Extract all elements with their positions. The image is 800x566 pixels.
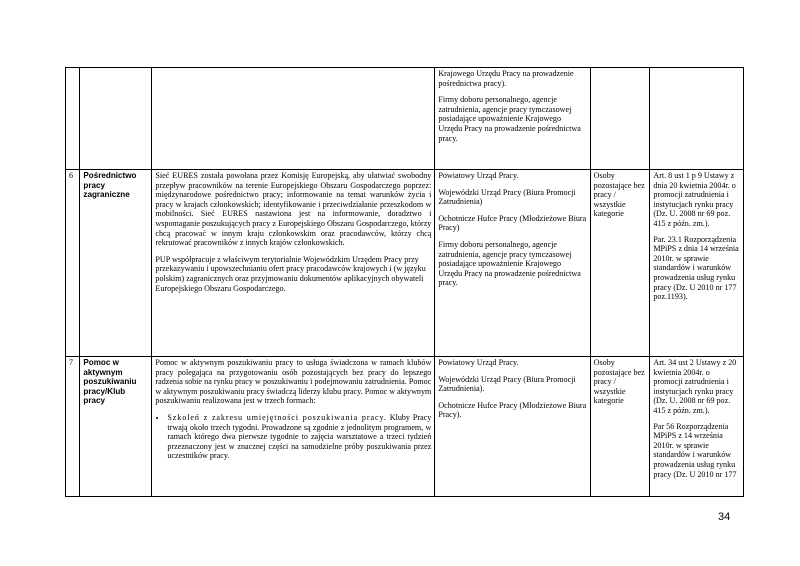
services-table	[65, 67, 744, 497]
institution-item: Wojewódzki Urząd Pracy (Biura Promocji Zatrudnienia).	[438, 374, 576, 394]
legal-basis-item: Par 56 Rozporządzenia MPiPS z 14 września 2010r. w sprawie standardów i warunków prowadzenia usług rynku pracy (Dz. U 2010 nr 177	[653, 421, 737, 479]
legal-basis-cell	[650, 68, 744, 170]
service-description	[152, 357, 435, 497]
institution-item: Krajowego Urzędu Pracy na prowadzenie pośrednictwa pracy).	[438, 69, 574, 88]
row-number: 6	[66, 170, 80, 357]
row-number	[66, 68, 80, 170]
institution-item: Powiatowy Urząd Pracy.	[438, 171, 519, 180]
institution-item: Firmy doboru personalnego, agencje zatrudnienia, agencje pracy tymczasowej posiadające upoważnienie Krajowego Urzędu Pracy na prowadzenie pośrednictwa pracy.	[438, 95, 581, 143]
row-number: 7	[66, 357, 80, 497]
institution-item: Ochotnicze Hufce Pracy (Młodzieżowe Biura Pracy).	[438, 400, 587, 420]
legal-basis-cell	[650, 170, 744, 357]
list-item	[167, 413, 431, 461]
institutions-cell	[435, 170, 590, 357]
institutions-cell	[435, 357, 590, 497]
table-row	[66, 68, 744, 170]
service-name: Pomoc w aktywnym poszukiwaniu pracy/Klub pracy	[80, 357, 152, 497]
bullet-text: Kluby Pracy trwają około trzech tygodni. Prowadzone są zgodnie z jednolitym programem, w ramach którego dwa pierwsze tygodnie to zajęcia warsztatowe a trzeci tydzień przeznaczony jest w znacznej części na samodzielne próby poszukiwania przez uczestników pracy.	[167, 412, 432, 461]
target-categories: Osoby pozostające bez pracy / wszystkie kategorie	[590, 170, 650, 357]
institution-item: Firmy doboru personalnego, agencje zatrudnienia, agencje pracy tymczasowej posiadające upoważnienie Krajowego Urzędu Pracy na prowadzenie pośrednictwa pracy.	[438, 239, 581, 288]
institution-item: Ochotnicze Hufce Pracy (Młodzieżowe Biura Pracy)	[438, 213, 587, 233]
legal-basis-item: Par. 23.1 Rozporządzenia MPiPS z dnia 14 września 2010r. w sprawie standardów i warunków prowadzenia usług rynku pracy (Dz. U 2010 nr 177 poz.1193).	[653, 234, 739, 302]
target-categories: Osoby pozostające bez pracy / wszystkie kategorie	[590, 357, 650, 497]
legal-basis-cell	[650, 357, 744, 497]
service-description	[152, 170, 435, 357]
institution-item: Wojewódzki Urząd Pracy (Biura Promocji Zatrudnienia)	[438, 187, 576, 207]
table-row	[66, 357, 744, 497]
institution-item: Powiatowy Urząd Pracy.	[438, 358, 519, 367]
description-paragraph: Pomoc w aktywnym poszukiwaniu pracy to usługa świadczona w ramach klubów pracy polegająca na przygotowaniu osób pozostających bez pracy do lepszego radzenia sobie na rynku pracy w poszukiwaniu i podejmowaniu zatrudnienia. Pomoc w aktywnym poszukiwaniu pracy świadczą liderzy klubu pracy. Pomoc w aktywnym poszukiwaniu realizowana jest w trzech formach:	[155, 358, 432, 406]
description-paragraph: Sieć EURES została powołana przez Komisję Europejską, aby ułatwiać swobodny przepływ pracowników na terenie Europejskiego Obszaru Gospodarczego poprzez: międzynarodowe pośrednictwo pracy; informowanie na temat warunków życia i pracy w krajach członkowskich; identyfikowanie i przeciwdziałanie przeszkodom w mobilności. Sieć EURES nastawiona jest na informowanie, doradztwo i wspomaganie poszukujących pracy z Europejskiego Obszaru Gospodarczego, którzy chcą pracować w innym kraju członkowskim oraz pracodawców, którzy chcą rekrutować pracowników z innych krajów członkowskich.	[155, 171, 432, 248]
description-paragraph: PUP współpracuje z właściwym terytorialnie Wojewódzkim Urzędem Pracy przy przekazywaniu i upowszechnianiu ofert pracy pracodawców krajowych i (w języku polskim) zagranicznych oraz przyjmowaniu dokumentów aplikacyjnych obywateli Europejskiego Obszaru Gospodarczego.	[155, 254, 426, 293]
target-categories	[590, 68, 650, 170]
legal-basis-item: Art. 8 ust 1 p 9 Ustawy z dnia 20 kwietnia 2004r. o promocji zatrudnienia i instytucjach rynku pracy (Dz. U. 2008 nr 69 poz. 415 z późn. zm.).	[653, 171, 736, 228]
legal-basis-item: Art. 34 ust 2 Ustawy z 20 kwietnia 2004r. o promocji zatrudnienia i instytucjach rynku pracy (Dz. U. 2008 nr 69 poz. 415 z późn. zm.).	[653, 358, 737, 415]
service-name	[80, 68, 152, 170]
table-row	[66, 170, 744, 357]
service-name: Pośrednictwo pracy zagraniczne	[80, 170, 152, 357]
page-number: 34	[718, 511, 731, 523]
service-description	[152, 68, 435, 170]
institutions-cell	[435, 68, 590, 170]
bullet-title: Szkoleń z zakresu umiejętności poszukiwania pracy.	[167, 412, 387, 422]
forms-list	[155, 413, 431, 461]
